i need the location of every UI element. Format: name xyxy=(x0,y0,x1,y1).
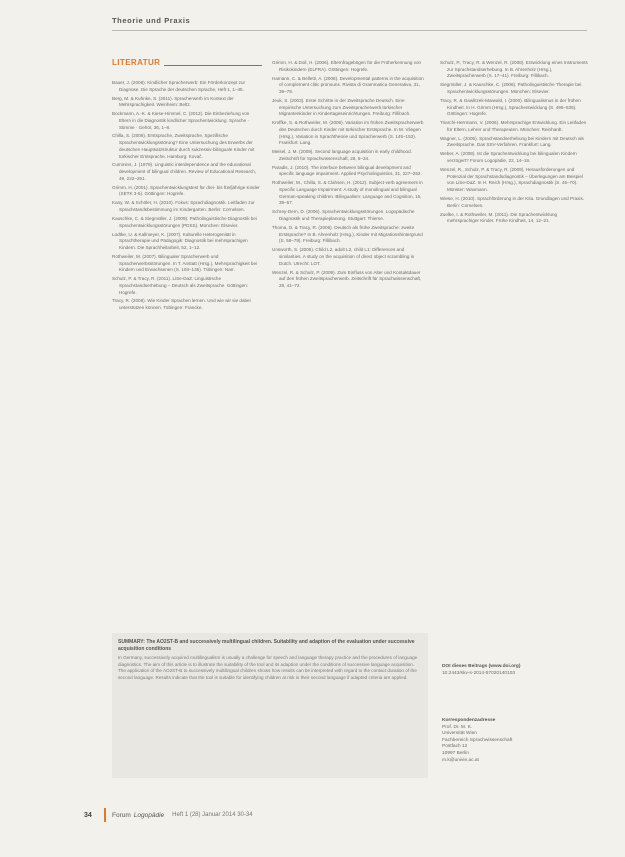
reference-entry: Berg, M. & Kuhnke, S. (2011). Spracherwerb im Kontext der Mehrsprachigkeit. Weinheim: Beltz. xyxy=(112,95,234,108)
correspondence-line: Postfach 12 xyxy=(442,744,468,750)
reference-list-3 xyxy=(440,60,590,225)
doi-title: DOI dieses Beitrags (www.doi.org) xyxy=(442,664,521,669)
correspondence-lines xyxy=(442,725,592,765)
reference-entry: Lüdtke, U. & Kallmeyer, K. (2007). Kulturelle Heterogenität in Sprachtherapie und Pädagogik: Diagnostik bei mehrsprachigen Kindern. Die Sprachheilarbeit, 52, 1–12. xyxy=(112,231,248,250)
correspondence-line: Universität Wien xyxy=(442,731,477,737)
reference-entry: Chilla, S. (2008). Erstsprache, Zweitsprache, Spezifische Sprachentwicklungsstörung? Eine Untersuchung des Erwerbs der deutschen Hauptsatzstruktur durch sukzessiv-bilinguale Kinder mit türkischer Erstsprache. Hamburg: Kovač. xyxy=(112,133,255,159)
reference-entry: Triarchi-Herrmann, V. (2006). Mehrsprachige Entwicklung. Ein Leitfaden für Eltern, Lehrer und Therapeuten. München: Reinhardt. xyxy=(440,120,587,132)
references-column-2 xyxy=(272,60,427,292)
correspondence-line: Prof. Dr. M. K. xyxy=(442,724,473,730)
reference-entry: Wenzel, R. & Schulz, P. (2009). Zum Einfluss von Alter und Kontaktdauer auf den frühen Zweitspracherwerb. Zeitschrift für Sprachwissenschaft, 28, 41–72. xyxy=(272,269,422,288)
correspondence-line: 10997 Berlin xyxy=(442,750,469,756)
reference-entry: Schulz, P. & Tracy, R. (2011). LiSe-DaZ. Linguistische Sprachstandserhebung – Deutsch als Zweitsprache. Göttingen: Hogrefe. xyxy=(112,276,248,295)
reference-list-1 xyxy=(112,80,262,312)
reference-entry: Grimm, H. & Doil, H. (2006). Elternfragebögen für die Früherkennung von Risikokindern (ELFRA). Göttingen: Hogrefe. xyxy=(272,60,422,72)
doi-block xyxy=(442,664,592,677)
footer-issue: Heft 1 (28) Januar 2014 30-34 xyxy=(172,812,253,818)
page-number: 34 xyxy=(84,811,92,819)
reference-entry: Tracy, R. & Gawlitzek-Maiwald, I. (2000). Bilingualismus in der frühen Kindheit. In H. Grimm (Hrsg.), Sprachentwicklung (S. 495–535). Göttingen: Hogrefe. xyxy=(440,97,581,117)
reference-entry: Kroffke, S. & Rothweiler, M. (2006). Variation im frühen Zweitspracherwerb des Deutschen durch Kinder mit türkischer Erstsprache. In M. Vliegen (Hrsg.), Variation in Sprachtheorie und Spracherwerb (S. 145–153). Frankfurt: Lang. xyxy=(272,120,424,146)
correspondence-line[interactable]: m.k@univie.ac.at xyxy=(442,757,479,763)
correspondence-line: Fachbereich Sprachwissenschaft xyxy=(442,737,513,743)
reference-entry: Kany, W. & Schöler, H. (2010). Fokus: Sprachdiagnostik. Leitfaden zur Sprachstandsbestimmung im Kindergarten. Berlin: Cornelsen. xyxy=(112,200,255,213)
summary-body: In Germany, successively acquired multilingualism is usually a challenge for speech and language therapy practice and the procedures of language diagnostics. The aim of this article is to illustrate the suitability of the tool and its adaption under the conditions of successive language acquisition. The application of the AO2ST-B to successively multilingual children shows how results can be interpreted with regard to the contact duration of the second language. Results indicate that the tool is suitable for identifying children at risk in their second language if adapted criteria are applied. xyxy=(118,655,418,680)
reference-entry: Schrey-Dern, D. (2006). Sprachentwicklungsstörungen. Logopädische Diagnostik und Therapieplanung. Stuttgart: Thieme. xyxy=(272,209,415,222)
reference-entry: Jeuk, S. (2003). Erste Schritte in der Zweitsprache Deutsch. Eine empirische Untersuchung zum Zweitspracherwerb türkischer Migrantenkinder in Kindertageseinrichtungen. Freiburg: Fillibach. xyxy=(272,97,411,117)
reference-entry: Thoma, D. & Tracy, R. (2006). Deutsch als frühe Zweitsprache: zweite Erstsprache? In B. Ahrenholz (Hrsg.), Kinder mit Migrationshintergrund (S. 58–79). Freiburg: Fillibach. xyxy=(272,224,423,244)
reference-entry: Wenzel, R., Schulz, P. & Tracy, R. (2009). Herausforderungen und Potenzial der Sprachstandsdiagnostik – Überlegungen am Beispiel von LiSe-DaZ. In H. Reich (Hrsg.), Sprachdiagnostik (S. 45–70). Münster: Waxmann. xyxy=(440,166,583,193)
section-label: Theorie und Praxis xyxy=(112,16,191,25)
reference-entry: Grimm, H. (2001). Sprachentwicklungstest für drei- bis fünfjährige Kinder (SETK 3-5). Göttingen: Hogrefe. xyxy=(112,184,260,197)
correspondence-block xyxy=(442,718,592,764)
reference-list-2 xyxy=(272,60,427,290)
reference-entry: Kauschke, C. & Siegmüller, J. (2009). Patholinguistische Diagnostik bei Sprachentwicklungsstörungen (PDSS). München: Elsevier. xyxy=(112,215,257,228)
footer-accent-bar xyxy=(104,808,106,822)
reference-entry: Siegmüller, J. & Kauschke, C. (2006). Patholinguistische Therapie bei Sprachentwicklungsstörungen. München: Elsevier. xyxy=(440,82,582,94)
reference-entry: Weber, A. (2008). Ist die Sprachentwicklung bei bilingualen Kindern verzögert? Forum Logopädie, 22, 14–19. xyxy=(440,151,577,164)
reference-entry: Rothweiler, M., Chilla, S. & Clahsen, H. (2012). Subject-verb agreement in Specific Language Impairment: A study of monolingual and bilingual German-speaking children. Bilingualism: Language and Cognition, 15, 39–57. xyxy=(272,180,423,206)
reference-entry: Paradis, J. (2010). The interface between bilingual development and specific language impairment. Applied Psycholinguistics, 31, 227–252. xyxy=(272,164,422,177)
reference-entry: Unsworth, S. (2005). Child L2, adult L2, child L1: Differences and similarities. A study on the acquisition of direct object scrambling in Dutch. Utrecht: LOT. xyxy=(272,247,415,266)
footer xyxy=(84,808,253,822)
reference-entry: Wiese, H. (2010). Sprachförderung in der Kita. Grundlagen und Praxis. Berlin: Cornelsen. xyxy=(440,195,585,208)
correspondence-title: Korrespondenzadresse xyxy=(442,718,496,723)
top-rule xyxy=(112,30,587,31)
reference-entry: Wagner, L. (2005). Sprachstandserhebung bei Kindern mit Deutsch als Zweitsprache. Das SSV-Verfahren. Frankfurt: Lang. xyxy=(440,135,584,148)
reference-entry: Hamann, C. & Belletti, A. (2008). Developmental patterns in the acquisition of complement clitic pronouns. Rivista di Grammatica Generativa, 31, 39–78. xyxy=(272,75,424,94)
reference-entry: Rothweiler, M. (2007). Bilingualer Spracherwerb und Spracherwerbsstörungen. In T. Anstatt (Hrsg.), Mehrsprachigkeit bei Kindern und Erwachsenen (S. 103–135). Tübingen: Narr. xyxy=(112,253,258,273)
references-column-3 xyxy=(440,60,590,227)
doi-value[interactable]: 10.2443/skv-s-2014-57020140103 xyxy=(442,670,516,676)
footer-brand: Logopädie xyxy=(133,811,165,819)
summary-title: SUMMARY: The AO2ST-B and successively multilingual children. Suitability and adaption of the evaluation under successive acquisition conditions xyxy=(118,639,415,652)
reference-entry: Tracy, R. (2008). Wie Kinder Sprachen lernen. Und wie wir sie dabei unterstützen können. Tübingen: Francke. xyxy=(112,298,251,311)
references-column-1 xyxy=(112,57,262,314)
literature-title: LITERATUR xyxy=(112,57,161,67)
reference-entry: Meisel, J. M. (2009). Second language acquisition in early childhood. Zeitschrift für Sprachwissenschaft, 28, 5–34. xyxy=(272,149,412,161)
reference-entry: Bauer, J. (2008). Kindlicher Spracherwerb: Ein Förderkonzept zur Diagnose. Die Sprache der deutschen Sprache, Heft 1, 1–45. xyxy=(112,80,246,92)
reference-entry: Schulz, P., Tracy, R. & Wenzel, R. (2008). Entwicklung eines Instruments zur Sprachstandserhebung. In B. Ahrenholz (Hrsg.), Zweitspracherwerb (S. 17–41). Freiburg: Fillibach. xyxy=(440,60,588,79)
literature-rule xyxy=(164,65,262,66)
reference-entry: Bockmann, A.-K. & Kiese-Himmel, C. (2012). Die Einbeziehung von Eltern in die Diagnostik kindlicher Sprachentwicklung. Sprache · Stimme · Gehör, 36, 1–8. xyxy=(112,111,250,130)
literature-heading xyxy=(112,58,262,68)
summary-box xyxy=(112,633,428,778)
reference-entry: Zuelke, I. & Rothweiler, M. (2011). Die Sprachentwicklung mehrsprachiger Kinder. Frühe Kindheit, 14, 12–21. xyxy=(440,211,558,224)
footer-forum: Forum xyxy=(112,811,131,819)
reference-entry: Cummins, J. (1979). Linguistic interdependence and the educational development of bilingual children. Review of Educational Research, 49, 222–251. xyxy=(112,162,257,181)
